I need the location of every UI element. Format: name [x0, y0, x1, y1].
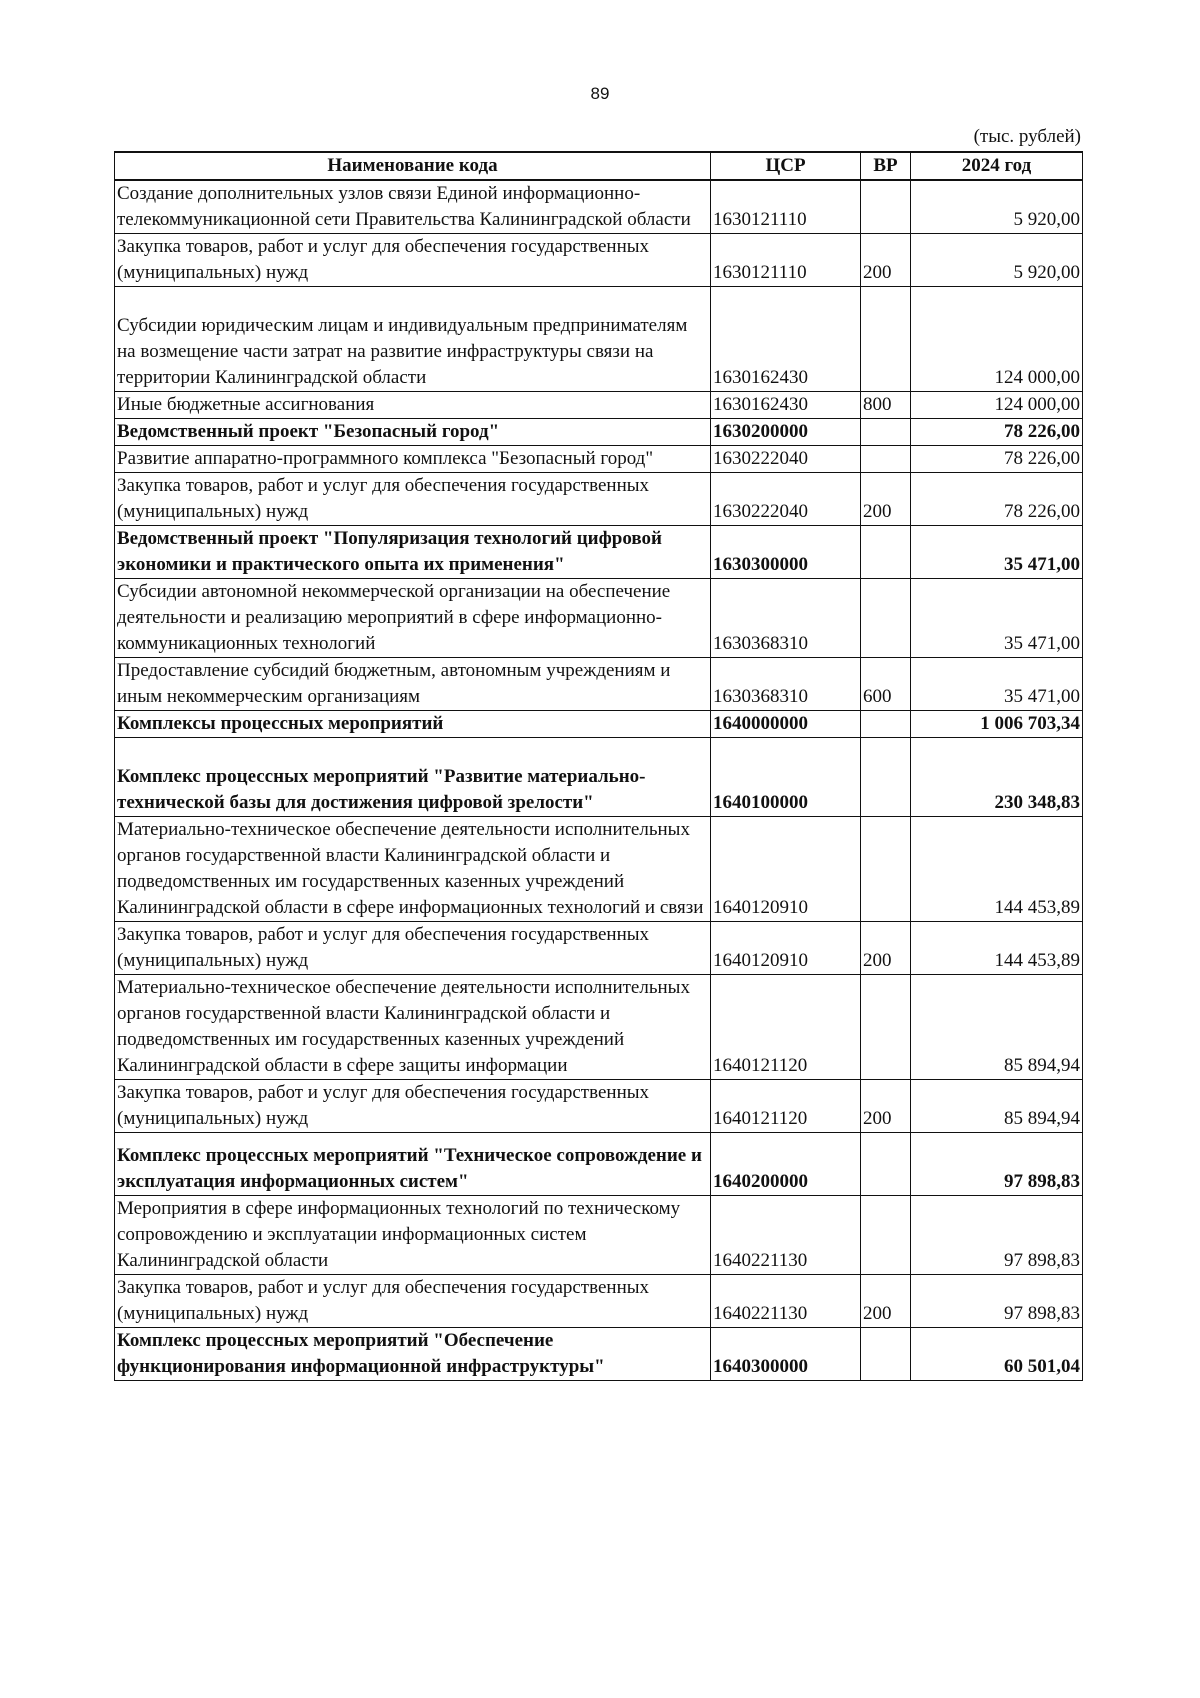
- row-amount-cell: 78 226,00: [911, 419, 1083, 446]
- row-vr-cell: [861, 975, 911, 1080]
- row-amount-cell: 97 898,83: [911, 1196, 1083, 1275]
- row-vr-cell: [861, 579, 911, 658]
- row-csr-cell: 1630222040: [711, 446, 861, 473]
- row-csr-cell: 1630162430: [711, 287, 861, 392]
- row-amount-cell: 35 471,00: [911, 526, 1083, 579]
- table-row: [115, 419, 1083, 446]
- row-amount-cell: 144 453,89: [911, 922, 1083, 975]
- row-vr-cell: 200: [861, 922, 911, 975]
- row-vr-cell: [861, 287, 911, 392]
- row-vr-cell: [861, 419, 911, 446]
- row-name-cell: Закупка товаров, работ и услуг для обеспечения государственных (муниципальных) нужд: [115, 922, 711, 975]
- table-row: [115, 180, 1083, 234]
- row-name-cell: Комплекс процессных мероприятий "Обеспечение функционирования информационной инфраструктуры": [115, 1328, 711, 1381]
- row-amount-cell: 230 348,83: [911, 738, 1083, 817]
- row-vr-cell: [861, 1328, 911, 1381]
- row-amount-cell: 35 471,00: [911, 658, 1083, 711]
- page-number: 89: [590, 84, 610, 103]
- row-vr-cell: [861, 738, 911, 817]
- row-name-cell: Ведомственный проект "Безопасный город": [115, 419, 711, 446]
- row-name-cell: Материально-техническое обеспечение деятельности исполнительных органов государственной власти Калининградской области и подведомственных им государственных казенных учреждений Калининградской области в сфере информационных технологий и связи: [115, 817, 711, 922]
- row-csr-cell: 1630121110: [711, 180, 861, 234]
- row-csr-cell: 1630222040: [711, 473, 861, 526]
- row-amount-cell: 1 006 703,34: [911, 711, 1083, 738]
- row-name-cell: Закупка товаров, работ и услуг для обеспечения государственных (муниципальных) нужд: [115, 1080, 711, 1133]
- row-name-cell: Мероприятия в сфере информационных технологий по техническому сопровождению и эксплуатации информационных систем Калининградской области: [115, 1196, 711, 1275]
- row-csr-cell: 1630368310: [711, 579, 861, 658]
- table-header-row: [115, 152, 1083, 180]
- row-csr-cell: 1640121120: [711, 975, 861, 1080]
- row-amount-cell: 78 226,00: [911, 446, 1083, 473]
- table-row: [115, 392, 1083, 419]
- table-row: [115, 1133, 1083, 1196]
- row-csr-cell: 1630200000: [711, 419, 861, 446]
- row-csr-cell: 1630162430: [711, 392, 861, 419]
- row-csr-cell: 1630368310: [711, 658, 861, 711]
- table-row: [115, 738, 1083, 817]
- table-row: [115, 473, 1083, 526]
- table-row: [115, 287, 1083, 392]
- table-row: [115, 1328, 1083, 1381]
- row-amount-cell: 144 453,89: [911, 817, 1083, 922]
- row-name-cell: Ведомственный проект "Популяризация технологий цифровой экономики и практического опыта их применения": [115, 526, 711, 579]
- row-name-cell: Материально-техническое обеспечение деятельности исполнительных органов государственной власти Калининградской области и подведомственных им государственных казенных учреждений Калининградской области в сфере защиты информации: [115, 975, 711, 1080]
- row-amount-cell: 85 894,94: [911, 1080, 1083, 1133]
- table-row: [115, 1275, 1083, 1328]
- row-vr-cell: 200: [861, 1080, 911, 1133]
- header-csr: ЦСР: [711, 152, 861, 180]
- header-name: Наименование кода: [115, 152, 711, 180]
- row-csr-cell: 1630300000: [711, 526, 861, 579]
- units-note: (тыс. рублей): [973, 126, 1081, 147]
- row-amount-cell: 60 501,04: [911, 1328, 1083, 1381]
- table-row: [115, 975, 1083, 1080]
- table-row: [115, 922, 1083, 975]
- header-vr: ВР: [861, 152, 911, 180]
- row-csr-cell: 1640121120: [711, 1080, 861, 1133]
- row-amount-cell: 97 898,83: [911, 1275, 1083, 1328]
- row-vr-cell: [861, 180, 911, 234]
- row-name-cell: Иные бюджетные ассигнования: [115, 392, 711, 419]
- row-amount-cell: 35 471,00: [911, 579, 1083, 658]
- row-name-cell: Закупка товаров, работ и услуг для обеспечения государственных (муниципальных) нужд: [115, 234, 711, 287]
- row-amount-cell: 124 000,00: [911, 287, 1083, 392]
- table-row: [115, 711, 1083, 738]
- row-amount-cell: 5 920,00: [911, 180, 1083, 234]
- table-row: [115, 817, 1083, 922]
- row-amount-cell: 124 000,00: [911, 392, 1083, 419]
- table-row: [115, 526, 1083, 579]
- row-name-cell: Создание дополнительных узлов связи Единой информационно-телекоммуникационной сети Правительства Калининградской области: [115, 180, 711, 234]
- table-body: [115, 180, 1083, 1381]
- row-name-cell: Субсидии юридическим лицам и индивидуальным предпринимателям на возмещение части затрат на развитие инфраструктуры связи на территории Калининградской области: [115, 287, 711, 392]
- row-csr-cell: 1640300000: [711, 1328, 861, 1381]
- table-row: [115, 579, 1083, 658]
- row-vr-cell: [861, 711, 911, 738]
- table-row: [115, 1196, 1083, 1275]
- row-amount-cell: 78 226,00: [911, 473, 1083, 526]
- row-vr-cell: 200: [861, 234, 911, 287]
- table-row: [115, 234, 1083, 287]
- row-name-cell: Закупка товаров, работ и услуг для обеспечения государственных (муниципальных) нужд: [115, 1275, 711, 1328]
- row-vr-cell: 200: [861, 473, 911, 526]
- header-year: 2024 год: [911, 152, 1083, 180]
- row-vr-cell: [861, 1133, 911, 1196]
- row-vr-cell: 800: [861, 392, 911, 419]
- row-vr-cell: 200: [861, 1275, 911, 1328]
- row-csr-cell: 1640120910: [711, 817, 861, 922]
- row-name-cell: Закупка товаров, работ и услуг для обеспечения государственных (муниципальных) нужд: [115, 473, 711, 526]
- row-amount-cell: 85 894,94: [911, 975, 1083, 1080]
- row-csr-cell: 1640100000: [711, 738, 861, 817]
- row-csr-cell: 1640221130: [711, 1275, 861, 1328]
- budget-table: [114, 151, 1083, 1381]
- row-csr-cell: 1630121110: [711, 234, 861, 287]
- row-name-cell: Комплекс процессных мероприятий "Развитие материально-технической базы для достижения цифровой зрелости": [115, 738, 711, 817]
- row-vr-cell: [861, 526, 911, 579]
- row-csr-cell: 1640000000: [711, 711, 861, 738]
- row-vr-cell: [861, 446, 911, 473]
- table-row: [115, 658, 1083, 711]
- row-csr-cell: 1640120910: [711, 922, 861, 975]
- row-amount-cell: 5 920,00: [911, 234, 1083, 287]
- row-vr-cell: 600: [861, 658, 911, 711]
- row-csr-cell: 1640200000: [711, 1133, 861, 1196]
- row-name-cell: Предоставление субсидий бюджетным, автономным учреждениям и иным некоммерческим организациям: [115, 658, 711, 711]
- row-name-cell: Комплекс процессных мероприятий "Техническое сопровождение и эксплуатация информационных систем": [115, 1133, 711, 1196]
- row-vr-cell: [861, 817, 911, 922]
- row-name-cell: Развитие аппаратно-программного комплекса "Безопасный город": [115, 446, 711, 473]
- row-amount-cell: 97 898,83: [911, 1133, 1083, 1196]
- table-row: [115, 446, 1083, 473]
- row-vr-cell: [861, 1196, 911, 1275]
- row-name-cell: Субсидии автономной некоммерческой организации на обеспечение деятельности и реализацию мероприятий в сфере информационно-коммуникационных технологий: [115, 579, 711, 658]
- row-csr-cell: 1640221130: [711, 1196, 861, 1275]
- row-name-cell: Комплексы процессных мероприятий: [115, 711, 711, 738]
- table-row: [115, 1080, 1083, 1133]
